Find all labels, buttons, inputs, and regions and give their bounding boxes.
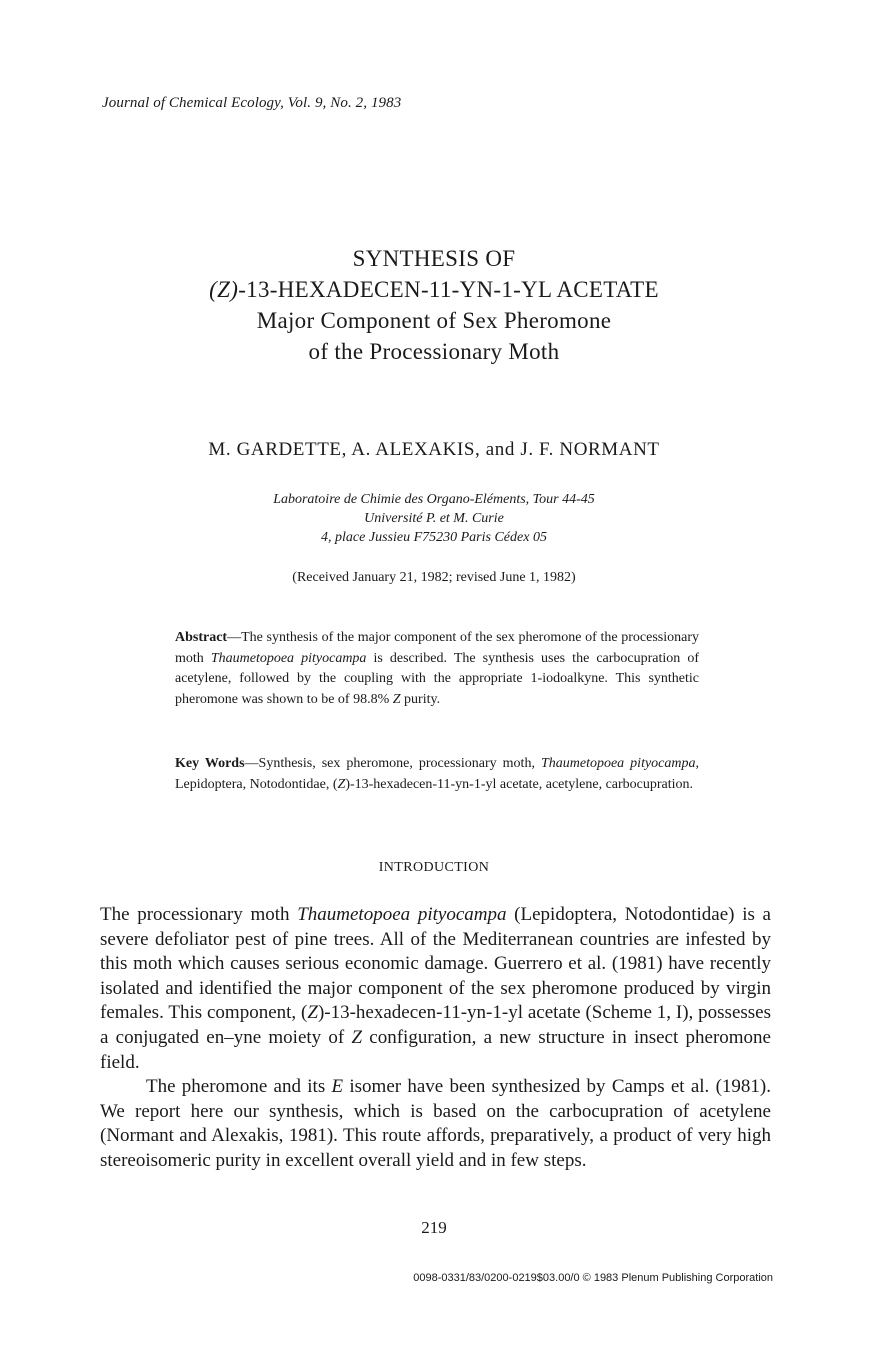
p2-e: E xyxy=(331,1076,344,1098)
article-title xyxy=(0,243,868,367)
title-line-4: of the Processionary Moth xyxy=(308,339,560,364)
keywords-label: Key Words xyxy=(175,756,245,771)
abstract-label: Abstract xyxy=(175,630,228,645)
section-heading-introduction: INTRODUCTION xyxy=(378,860,490,875)
author-list: M. GARDETTE, A. ALEXAKIS, and J. F. NORMANT xyxy=(208,439,660,460)
keywords-dash: — xyxy=(244,756,259,771)
p1-z-2: Z xyxy=(351,1026,363,1048)
abstract-text-1: The synthesis of the major component of the sex pheromone of the processionary moth xyxy=(175,630,699,666)
p1-z-1: Z xyxy=(307,1002,318,1024)
affiliation-line-1: Laboratoire de Chimie des Organo-Eléments, Tour 44-45 xyxy=(273,492,595,507)
title-compound: -13-HEXADECEN-11-YN-1-YL ACETATE xyxy=(238,277,659,302)
abstract xyxy=(175,628,699,710)
title-z-prefix: (Z) xyxy=(209,277,239,302)
keywords-z: Z xyxy=(337,776,346,792)
copyright-line: 0098-0331/83/0200-0219$03.00/0 © 1983 Plenum Publishing Corporation xyxy=(413,1272,773,1284)
title-line-2 xyxy=(0,274,868,305)
p1-text-c: )-13-hexadecen-11-yn-1-yl acetate (Scheme 1, I), possesses a conjugated en–yne moiety of xyxy=(100,1002,772,1048)
abstract-species: Thaumetopoea pityocampa xyxy=(210,650,367,666)
affiliation xyxy=(0,490,868,547)
received-dates: (Received January 21, 1982; revised June 1, 1982) xyxy=(292,570,576,585)
abstract-text-3: purity. xyxy=(400,691,441,707)
title-line-1: SYNTHESIS OF xyxy=(352,246,516,271)
introduction-body xyxy=(100,903,771,1174)
title-line-3: Major Component of Sex Pheromone xyxy=(256,308,612,333)
p1-text-a: The processionary moth xyxy=(100,904,298,925)
affiliation-line-3: 4, place Jussieu F75230 Paris Cédex 05 xyxy=(321,530,547,545)
abstract-dash: — xyxy=(227,630,242,645)
abstract-z: Z xyxy=(392,691,401,707)
keywords-text-1: Synthesis, sex pheromone, processionary moth, xyxy=(258,756,541,771)
intro-paragraph-1 xyxy=(100,903,771,1075)
intro-paragraph-2 xyxy=(100,1075,771,1173)
keywords-species: Thaumetopoea pityocampa xyxy=(540,756,696,771)
p1-text-d: configuration, a new structure in insect pheromone field. xyxy=(100,1026,771,1073)
p2-text-a: The pheromone and its xyxy=(146,1076,332,1098)
affiliation-line-2: Université P. et M. Curie xyxy=(364,511,504,526)
page-number: 219 xyxy=(421,1218,447,1237)
p2-text-b: isomer have been synthesized by Camps et al. (1981). We report here our synthesis, which is based on the carbocupration of acetylene (Normant and Alexakis, 1981). This route affords, preparatively, a product of very high stereoisomeric purity in excellent overall yield and in few steps. xyxy=(100,1076,771,1171)
journal-header: Journal of Chemical Ecology, Vol. 9, No. 2, 1983 xyxy=(102,95,402,111)
p1-species: Thaumetopoea pityocampa xyxy=(297,904,507,925)
key-words xyxy=(175,754,699,795)
p1-text-b: (Lepidoptera, Notodontidae) is a severe defoliator pest of pine trees. All of the Mediterranean countries are infested by this moth which causes serious economic damage. Guerrero et al. (1981) have recently isolated and identified the major component of the sex pheromone produced by virgin females. This component, ( xyxy=(100,904,771,1024)
keywords-text-3: )-13-hexadecen-11-yn-1-yl acetate, acetylene, carbocupration. xyxy=(345,776,694,792)
keywords-text-2: , Lepidoptera, Notodontidae, ( xyxy=(175,756,699,792)
abstract-text-2: is described. The synthesis uses the carbocupration of acetylene, followed by the coupling with the appropriate 1-iodoalkyne. This synthetic pheromone was shown to be of 98.8% xyxy=(175,650,700,707)
